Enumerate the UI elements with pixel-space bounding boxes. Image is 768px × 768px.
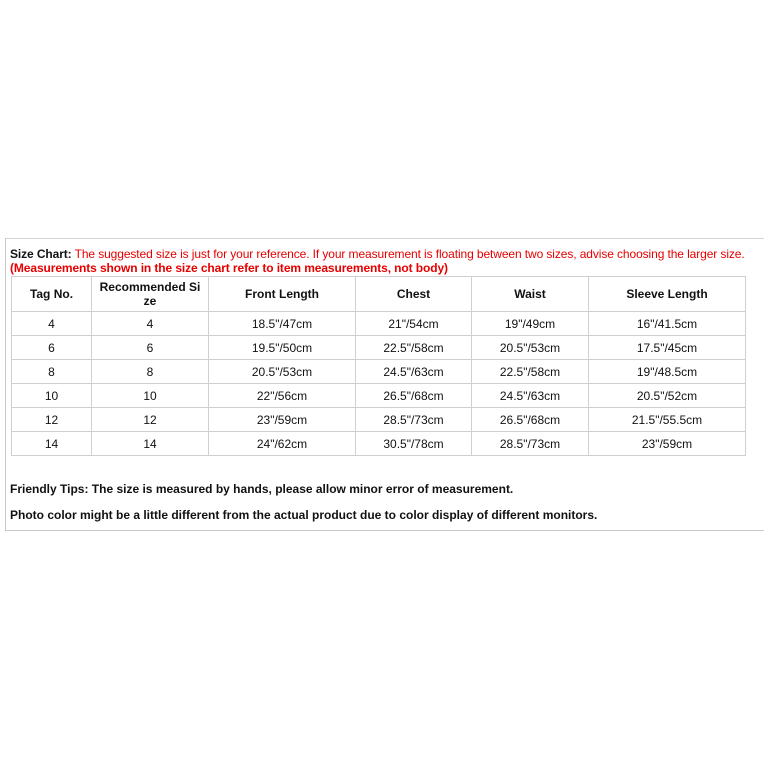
- cell-recommended-size: 14: [92, 432, 209, 456]
- size-chart-intro: [10, 247, 762, 275]
- cell-recommended-size: 8: [92, 360, 209, 384]
- cell-tag-no: 12: [12, 408, 92, 432]
- cell-front-length: 19.5"/50cm: [209, 336, 356, 360]
- cell-chest: 21"/54cm: [356, 312, 472, 336]
- cell-front-length: 23"/59cm: [209, 408, 356, 432]
- cell-waist: 24.5"/63cm: [472, 384, 589, 408]
- header-sleeve-length: Sleeve Length: [589, 277, 746, 312]
- cell-recommended-size: 4: [92, 312, 209, 336]
- cell-recommended-size: 10: [92, 384, 209, 408]
- header-waist: Waist: [472, 277, 589, 312]
- cell-front-length: 20.5"/53cm: [209, 360, 356, 384]
- cell-sleeve-length: 23"/59cm: [589, 432, 746, 456]
- cell-chest: 24.5"/63cm: [356, 360, 472, 384]
- cell-tag-no: 8: [12, 360, 92, 384]
- cell-sleeve-length: 16"/41.5cm: [589, 312, 746, 336]
- cell-sleeve-length: 17.5"/45cm: [589, 336, 746, 360]
- cell-recommended-size: 12: [92, 408, 209, 432]
- size-chart-measurement-note: (Measurements shown in the size chart refer to item measurements, not body): [10, 261, 448, 275]
- cell-tag-no: 6: [12, 336, 92, 360]
- table-row: [12, 432, 746, 456]
- size-table: [11, 276, 746, 456]
- cell-waist: 20.5"/53cm: [472, 336, 589, 360]
- table-row: [12, 312, 746, 336]
- cell-sleeve-length: 20.5"/52cm: [589, 384, 746, 408]
- cell-tag-no: 14: [12, 432, 92, 456]
- cell-front-length: 24"/62cm: [209, 432, 356, 456]
- header-front-length: Front Length: [209, 277, 356, 312]
- cell-tag-no: 10: [12, 384, 92, 408]
- cell-waist: 19"/49cm: [472, 312, 589, 336]
- header-recommended-size: Recommended Si ze: [92, 277, 209, 312]
- table-row: [12, 336, 746, 360]
- cell-sleeve-length: 19"/48.5cm: [589, 360, 746, 384]
- cell-chest: 30.5"/78cm: [356, 432, 472, 456]
- cell-tag-no: 4: [12, 312, 92, 336]
- cell-waist: 26.5"/68cm: [472, 408, 589, 432]
- cell-waist: 28.5"/73cm: [472, 432, 589, 456]
- size-table-header-row: [12, 277, 746, 312]
- cell-sleeve-length: 21.5"/55.5cm: [589, 408, 746, 432]
- table-row: [12, 360, 746, 384]
- cell-chest: 26.5"/68cm: [356, 384, 472, 408]
- cell-waist: 22.5"/58cm: [472, 360, 589, 384]
- size-chart-document: [5, 238, 764, 531]
- cell-recommended-size: 6: [92, 336, 209, 360]
- cell-chest: 22.5"/58cm: [356, 336, 472, 360]
- photo-color-note: Photo color might be a little different from the actual product due to color display of different monitors.: [10, 508, 598, 522]
- size-chart-label: Size Chart:: [10, 247, 72, 261]
- cell-front-length: 18.5"/47cm: [209, 312, 356, 336]
- header-tag-no: Tag No.: [12, 277, 92, 312]
- header-chest: Chest: [356, 277, 472, 312]
- table-row: [12, 408, 746, 432]
- cell-chest: 28.5"/73cm: [356, 408, 472, 432]
- table-row: [12, 384, 746, 408]
- size-chart-note: The suggested size is just for your reference. If your measurement is floating between two sizes, advise choosing the larger size.: [71, 247, 745, 261]
- friendly-tips: Friendly Tips: The size is measured by hands, please allow minor error of measurement.: [10, 482, 514, 496]
- cell-front-length: 22"/56cm: [209, 384, 356, 408]
